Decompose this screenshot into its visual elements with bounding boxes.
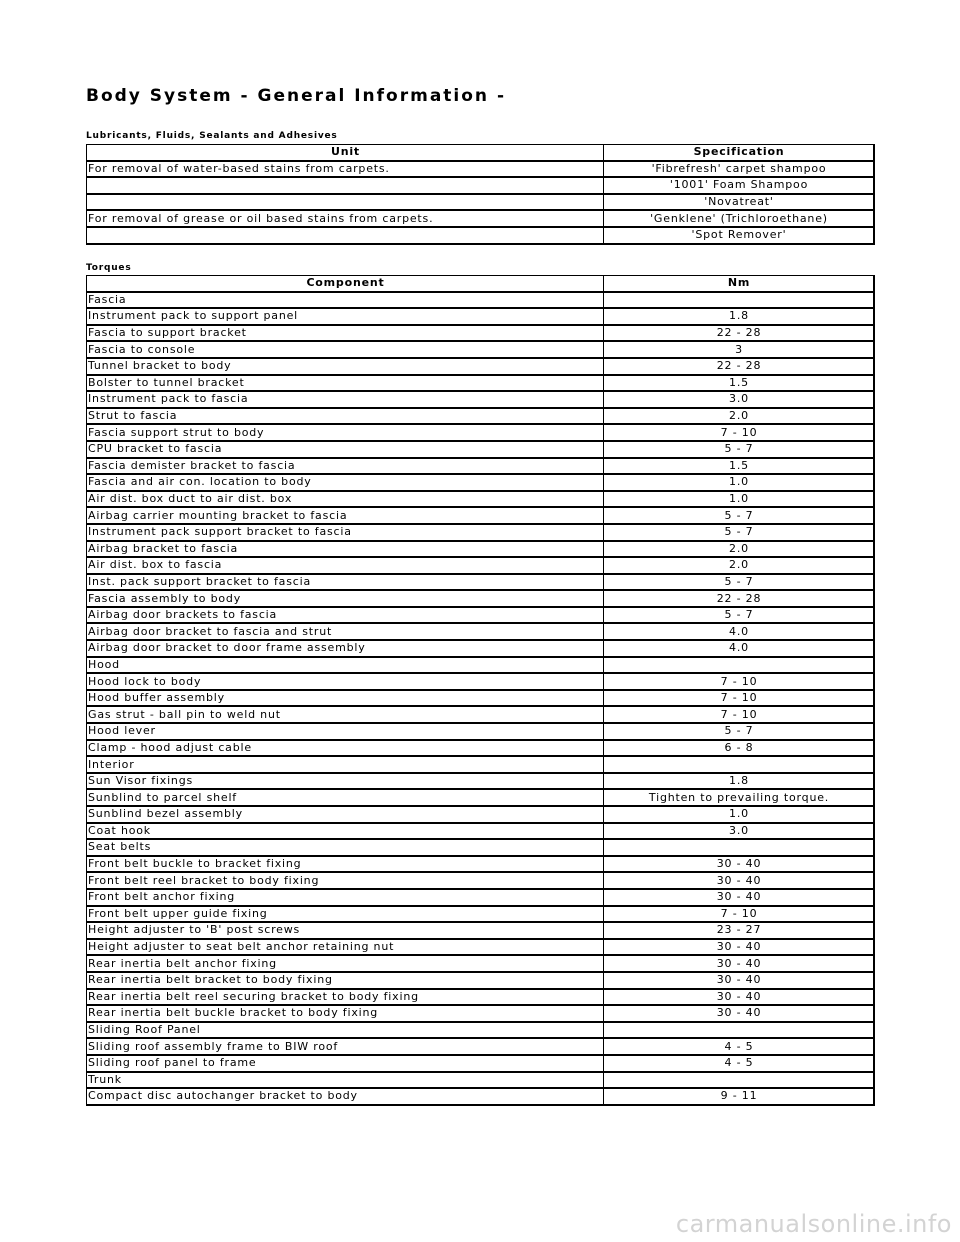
cell-value: 'Novatreat' [603,195,875,212]
cell-label: Airbag door brackets to fascia [86,608,603,625]
table-row [86,691,875,708]
cell-value: 2.0 [603,542,875,559]
cell-value [603,658,875,675]
cell-value [603,1023,875,1040]
cell-label: Front belt buckle to bracket fixing [86,857,603,874]
cell-value: 1.8 [603,309,875,326]
cell-value: 30 - 40 [603,940,875,957]
cell-value: 4 - 5 [603,1039,875,1056]
cell-label: Front belt reel bracket to body fixing [86,873,603,890]
table-row [86,525,875,542]
table-header-row [86,276,875,293]
table-row [86,342,875,359]
cell-value: 1.0 [603,492,875,509]
cell-label: Gas strut - ball pin to weld nut [86,707,603,724]
cell-label: Strut to fascia [86,409,603,426]
table-row [86,873,875,890]
cell-value: 30 - 40 [603,873,875,890]
cell-value: 5 - 7 [603,508,875,525]
table-row [86,1039,875,1056]
cell-value: 30 - 40 [603,990,875,1007]
cell-value: 1.0 [603,475,875,492]
cell-label: Fascia support strut to body [86,425,603,442]
cell-value: 5 - 7 [603,575,875,592]
cell-value: 7 - 10 [603,674,875,691]
cell-value: 4.0 [603,641,875,658]
torques-table [86,275,875,1106]
cell-value: 1.5 [603,459,875,476]
cell-value [603,1073,875,1090]
cell-label: Front belt upper guide fixing [86,907,603,924]
cell-label: Airbag door bracket to door frame assembly [86,641,603,658]
cell-label: Air dist. box to fascia [86,558,603,575]
cell-value: 4.0 [603,624,875,641]
cell-value: Tighten to prevailing torque. [603,790,875,807]
cell-label: Front belt anchor fixing [86,890,603,907]
cell-label: Fascia assembly to body [86,591,603,608]
cell-label: Sliding Roof Panel [86,1023,603,1040]
table-row [86,558,875,575]
table-row [86,376,875,393]
cell-value: 1.8 [603,774,875,791]
watermark-text: carmanualsonline.info [675,1210,952,1238]
cell-value: 7 - 10 [603,691,875,708]
table-row [86,475,875,492]
cell-label: Hood lock to body [86,674,603,691]
cell-label: CPU bracket to fascia [86,442,603,459]
table-row [86,741,875,758]
cell-label: Fascia to console [86,342,603,359]
cell-value: 4 - 5 [603,1056,875,1073]
column-header: Nm [603,276,875,293]
table-header-row [86,145,875,162]
table-row [86,624,875,641]
cell-label: Sunblind to parcel shelf [86,790,603,807]
table-row [86,178,875,195]
cell-label: Clamp - hood adjust cable [86,741,603,758]
cell-label [86,228,603,245]
cell-label: Fascia demister bracket to fascia [86,459,603,476]
cell-label: Air dist. box duct to air dist. box [86,492,603,509]
cell-value: 5 - 7 [603,608,875,625]
cell-label: Instrument pack to support panel [86,309,603,326]
cell-value: 3.0 [603,824,875,841]
table-row [86,890,875,907]
cell-label: Rear inertia belt reel securing bracket to body fixing [86,990,603,1007]
table-row [86,840,875,857]
table-row [86,1056,875,1073]
table-row [86,757,875,774]
cell-value: 22 - 28 [603,359,875,376]
table-row [86,608,875,625]
cell-value: 3 [603,342,875,359]
table-row [86,459,875,476]
table-row [86,492,875,509]
table-row [86,674,875,691]
cell-label: Compact disc autochanger bracket to body [86,1089,603,1106]
cell-value: 1.5 [603,376,875,393]
cell-value: 7 - 10 [603,707,875,724]
cell-value [603,757,875,774]
table-row [86,790,875,807]
cell-label: Fascia and air con. location to body [86,475,603,492]
table-row [86,658,875,675]
cell-label: Airbag carrier mounting bracket to fascia [86,508,603,525]
table-row [86,724,875,741]
cell-value: 30 - 40 [603,1006,875,1023]
cell-label: Rear inertia belt buckle bracket to body fixing [86,1006,603,1023]
table-row [86,425,875,442]
torques-heading: Torques [86,263,132,273]
table-row [86,907,875,924]
cell-label: Sunblind bezel assembly [86,807,603,824]
table-row [86,591,875,608]
page-title: Body System - General Information - [86,86,507,106]
cell-label: For removal of grease or oil based stains from carpets. [86,211,603,228]
table-row [86,211,875,228]
cell-value: 2.0 [603,409,875,426]
lubricants-table [86,144,875,245]
cell-value: 9 - 11 [603,1089,875,1106]
cell-value [603,840,875,857]
table-row [86,409,875,426]
cell-label: Sun Visor fixings [86,774,603,791]
cell-label [86,195,603,212]
cell-value: 5 - 7 [603,525,875,542]
cell-value: 5 - 7 [603,442,875,459]
cell-label: Inst. pack support bracket to fascia [86,575,603,592]
cell-value: 6 - 8 [603,741,875,758]
table-row [86,923,875,940]
table-row [86,940,875,957]
cell-label: Height adjuster to seat belt anchor retaining nut [86,940,603,957]
table-row [86,542,875,559]
cell-value: 23 - 27 [603,923,875,940]
cell-label: Trunk [86,1073,603,1090]
cell-label: Instrument pack to fascia [86,392,603,409]
cell-value: '1001' Foam Shampoo [603,178,875,195]
cell-label: Interior [86,757,603,774]
cell-label: Fascia to support bracket [86,326,603,343]
cell-value: 22 - 28 [603,326,875,343]
cell-value [603,293,875,310]
cell-value: 5 - 7 [603,724,875,741]
table-row [86,1089,875,1106]
table-row [86,392,875,409]
cell-value: 'Fibrefresh' carpet shampoo [603,162,875,179]
table-row [86,293,875,310]
cell-label: Airbag door bracket to fascia and strut [86,624,603,641]
cell-value: 'Spot Remover' [603,228,875,245]
cell-label: Tunnel bracket to body [86,359,603,376]
cell-value: 2.0 [603,558,875,575]
table-row [86,162,875,179]
column-header: Unit [86,145,603,162]
cell-label: Airbag bracket to fascia [86,542,603,559]
table-row [86,359,875,376]
cell-value: 30 - 40 [603,973,875,990]
cell-label: Sliding roof panel to frame [86,1056,603,1073]
column-header: Specification [603,145,875,162]
cell-label: Hood [86,658,603,675]
column-header: Component [86,276,603,293]
lubricants-heading: Lubricants, Fluids, Sealants and Adhesives [86,131,338,141]
table-row [86,326,875,343]
cell-value: 1.0 [603,807,875,824]
table-row [86,228,875,245]
table-row [86,508,875,525]
cell-value: 30 - 40 [603,890,875,907]
table-row [86,990,875,1007]
cell-label: Hood buffer assembly [86,691,603,708]
table-row [86,442,875,459]
table-row [86,1023,875,1040]
table-row [86,824,875,841]
cell-label: For removal of water-based stains from carpets. [86,162,603,179]
table-row [86,707,875,724]
table-row [86,1073,875,1090]
table-row [86,575,875,592]
table-row [86,309,875,326]
cell-label: Coat hook [86,824,603,841]
table-row [86,807,875,824]
table-row [86,774,875,791]
cell-label [86,178,603,195]
cell-value: 7 - 10 [603,907,875,924]
table-row [86,1006,875,1023]
cell-label: Rear inertia belt bracket to body fixing [86,973,603,990]
cell-label: Bolster to tunnel bracket [86,376,603,393]
table-row [86,195,875,212]
cell-value: 'Genklene' (Trichloroethane) [603,211,875,228]
table-row [86,641,875,658]
cell-label: Height adjuster to 'B' post screws [86,923,603,940]
cell-value: 30 - 40 [603,857,875,874]
cell-label: Seat belts [86,840,603,857]
table-row [86,956,875,973]
cell-label: Instrument pack support bracket to fascia [86,525,603,542]
cell-value: 30 - 40 [603,956,875,973]
cell-value: 7 - 10 [603,425,875,442]
table-row [86,973,875,990]
cell-label: Rear inertia belt anchor fixing [86,956,603,973]
table-row [86,857,875,874]
cell-label: Fascia [86,293,603,310]
cell-value: 3.0 [603,392,875,409]
cell-label: Hood lever [86,724,603,741]
cell-label: Sliding roof assembly frame to BIW roof [86,1039,603,1056]
cell-value: 22 - 28 [603,591,875,608]
